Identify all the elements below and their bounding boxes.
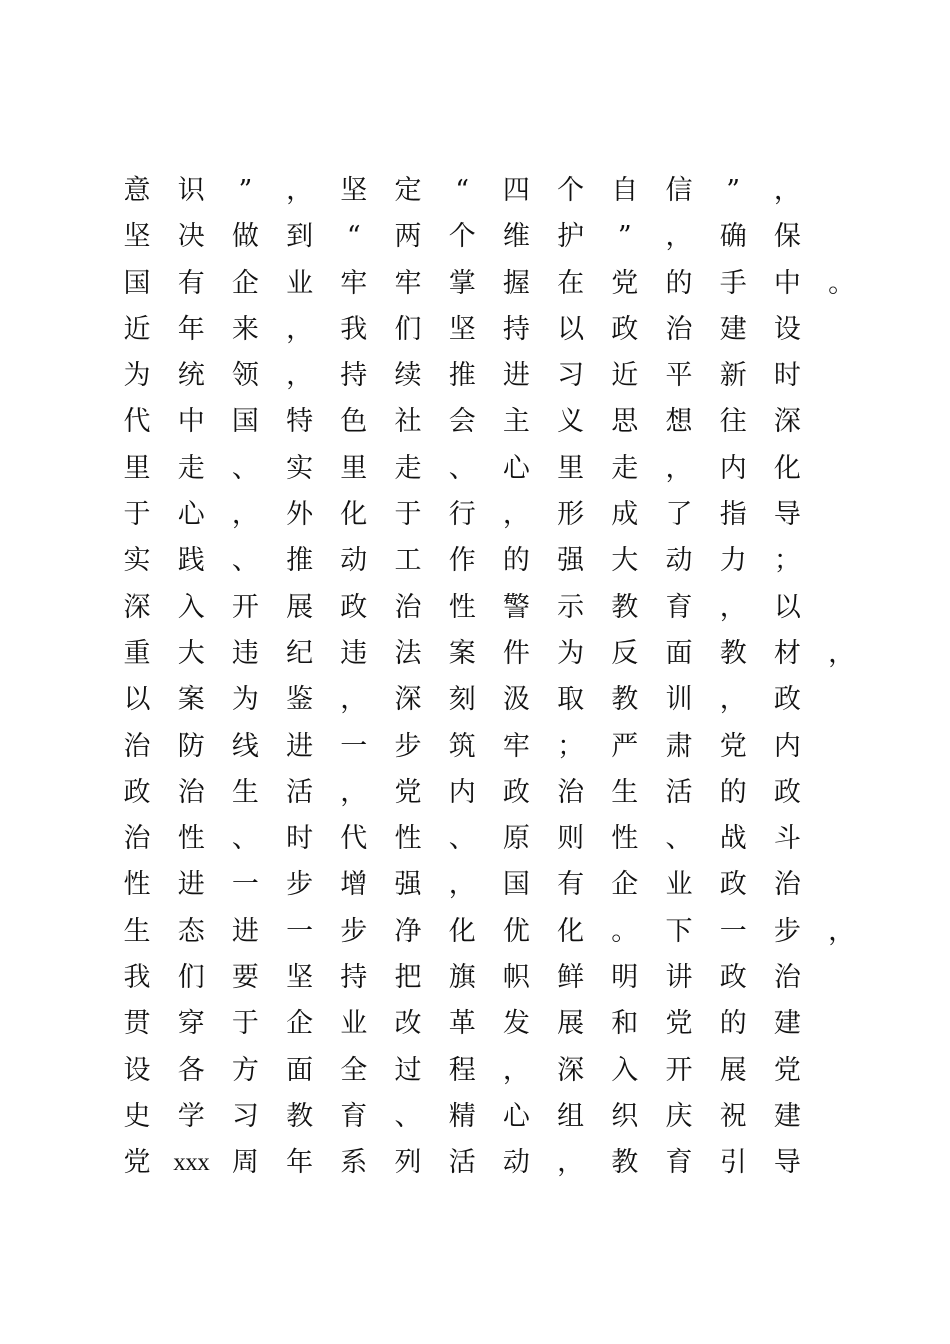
text-line: 以 案 为 鉴 ， 深 刻 汲 取 教 训 ， 政: [123, 684, 801, 716]
text-line: 治 防 线 进 一 步 筑 牢 ； 严 肃 党 内: [123, 730, 801, 762]
text-line: 里 走 、 实 里 走 、 心 里 走 ， 内 化: [123, 452, 801, 484]
text-line: 近 年 来 ， 我 们 坚 持 以 政 治 建 设: [123, 313, 801, 345]
text-line: 坚 决 做 到 “ 两 个 维 护 ” ， 确 保: [123, 221, 801, 253]
text-line: 国 有 企 业 牢 牢 掌 握 在 党 的 手 中 。: [123, 267, 856, 299]
text-line: 重 大 违 纪 违 法 案 件 为 反 面 教 材 ，: [123, 637, 856, 669]
text-line: 生 态 进 一 步 净 化 优 化 。 下 一 步 ，: [123, 915, 856, 947]
text-line: 为 统 领 ， 持 续 推 进 习 近 平 新 时: [123, 360, 801, 392]
text-line: 深 入 开 展 政 治 性 警 示 教 育 ， 以: [123, 591, 801, 623]
text-line: 贯 穿 于 企 业 改 革 发 展 和 党 的 建: [123, 1008, 801, 1040]
text-line: 代 中 国 特 色 社 会 主 义 思 想 往 深: [123, 406, 801, 438]
text-line: 史 学 习 教 育 、 精 心 组 织 庆 祝 建: [123, 1100, 801, 1132]
text-line: 实 践 、 推 动 工 作 的 强 大 动 力 ；: [123, 545, 801, 577]
text-line: 于 心 ， 外 化 于 行 ， 形 成 了 指 导: [123, 499, 801, 531]
text-line: 我 们 要 坚 持 把 旗 帜 鲜 明 讲 政 治: [123, 962, 801, 994]
text-line: 党 xxx 周 年 系 列 活 动 ， 教 育 引 导: [123, 1147, 801, 1179]
text-line: 设 各 方 面 全 过 程 ， 深 入 开 展 党: [123, 1054, 801, 1086]
text-line: 性 进 一 步 增 强 ， 国 有 企 业 政 治: [123, 869, 801, 901]
text-line: 意 识 ” ， 坚 定 “ 四 个 自 信 ” ，: [123, 175, 801, 206]
body-text: [0, 168, 950, 1187]
text-line: 政 治 生 活 ， 党 内 政 治 生 活 的 政: [123, 776, 801, 808]
text-line: 治 性 、 时 代 性 、 原 则 性 、 战 斗: [123, 823, 801, 855]
